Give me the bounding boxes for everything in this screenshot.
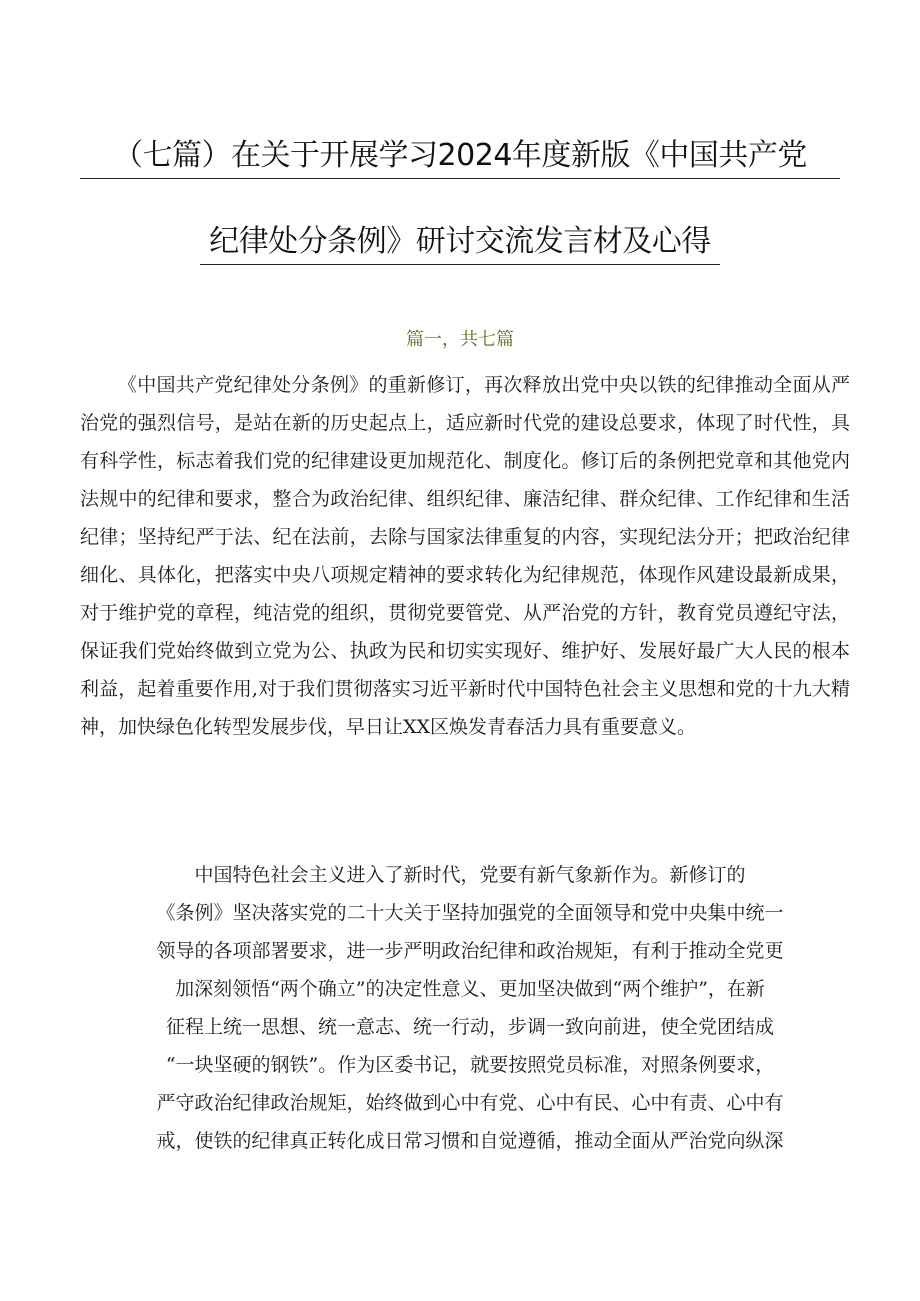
paragraph-line: 中国特色社会主义进入了新时代，党要有新气象新作为。新修订的 (194, 864, 746, 886)
paragraph-line: 严守政治纪律政治规矩，始终做到心中有党、心中有民、心中有责、心中有 (156, 1092, 784, 1114)
paragraph-line: “一块坚硬的钢铁”。作为区委书记，就要按照党员标准，对照条例要求， (165, 1054, 775, 1076)
document-title-line-2: 纪律处分条例》研讨交流发言材及心得 (200, 222, 720, 265)
body-paragraph-1: 《中国共产党纪律处分条例》的重新修订，再次释放出党中央以铁的纪律推动全面从严治党的强烈信号，是站在新的历史起点上，适应新时代党的建设总要求，体现了时代性，具有科学性，标志着我们党的纪律建设更加规范化、制度化。修订后的条例把党章和其他党内法规中的纪律和要求，整合为政治纪律、组织纪律、廉洁纪律、群众纪律、工作纪律和生活纪律；坚持纪严于法、纪在法前，去除与国家法律重复的内容，实现纪法分开；把政治纪律细化、具体化，把落实中央八项规定精神的要求转化为纪律规范，体现作风建设最新成果，对于维护党的章程，纯洁党的组织，贯彻党要管党、从严治党的方针，教育党员遵纪守法，保证我们党始终做到立党为公、执政为民和切实实现好、维护好、发展好最广大人民的根本利益，起着重要作用,对于我们贯彻落实习近平新时代中国特色社会主义思想和党的十九大精神，加快绿色化转型发展步伐，早日让XX区焕发青春活力具有重要意义。 (80, 374, 850, 738)
paragraph-line: 加深刻领悟“两个确立”的决定性意义、更加坚决做到“两个维护”，在新 (175, 978, 765, 1000)
paragraph-line: 领导的各项部署要求，进一步严明政治纪律和政治规矩，有利于推动全党更 (156, 940, 784, 962)
body-paragraph-2 (100, 856, 840, 1160)
document-title-line-1: （七篇）在关于开展学习2024年度新版《中国共产党 (80, 136, 840, 179)
paragraph-line: 《条例》坚决落实党的二十大关于坚持加强党的全面领导和党中央集中统一 (156, 902, 784, 924)
paragraph-line: 戒，使铁的纪律真正转化成日常习惯和自觉遵循，推动全面从严治党向纵深 (156, 1130, 784, 1152)
paragraph-line: 征程上统一思想、统一意志、统一行动，步调一致向前进，使全党团结成 (165, 1016, 774, 1038)
section-heading: 篇一，共七篇 (406, 329, 514, 350)
